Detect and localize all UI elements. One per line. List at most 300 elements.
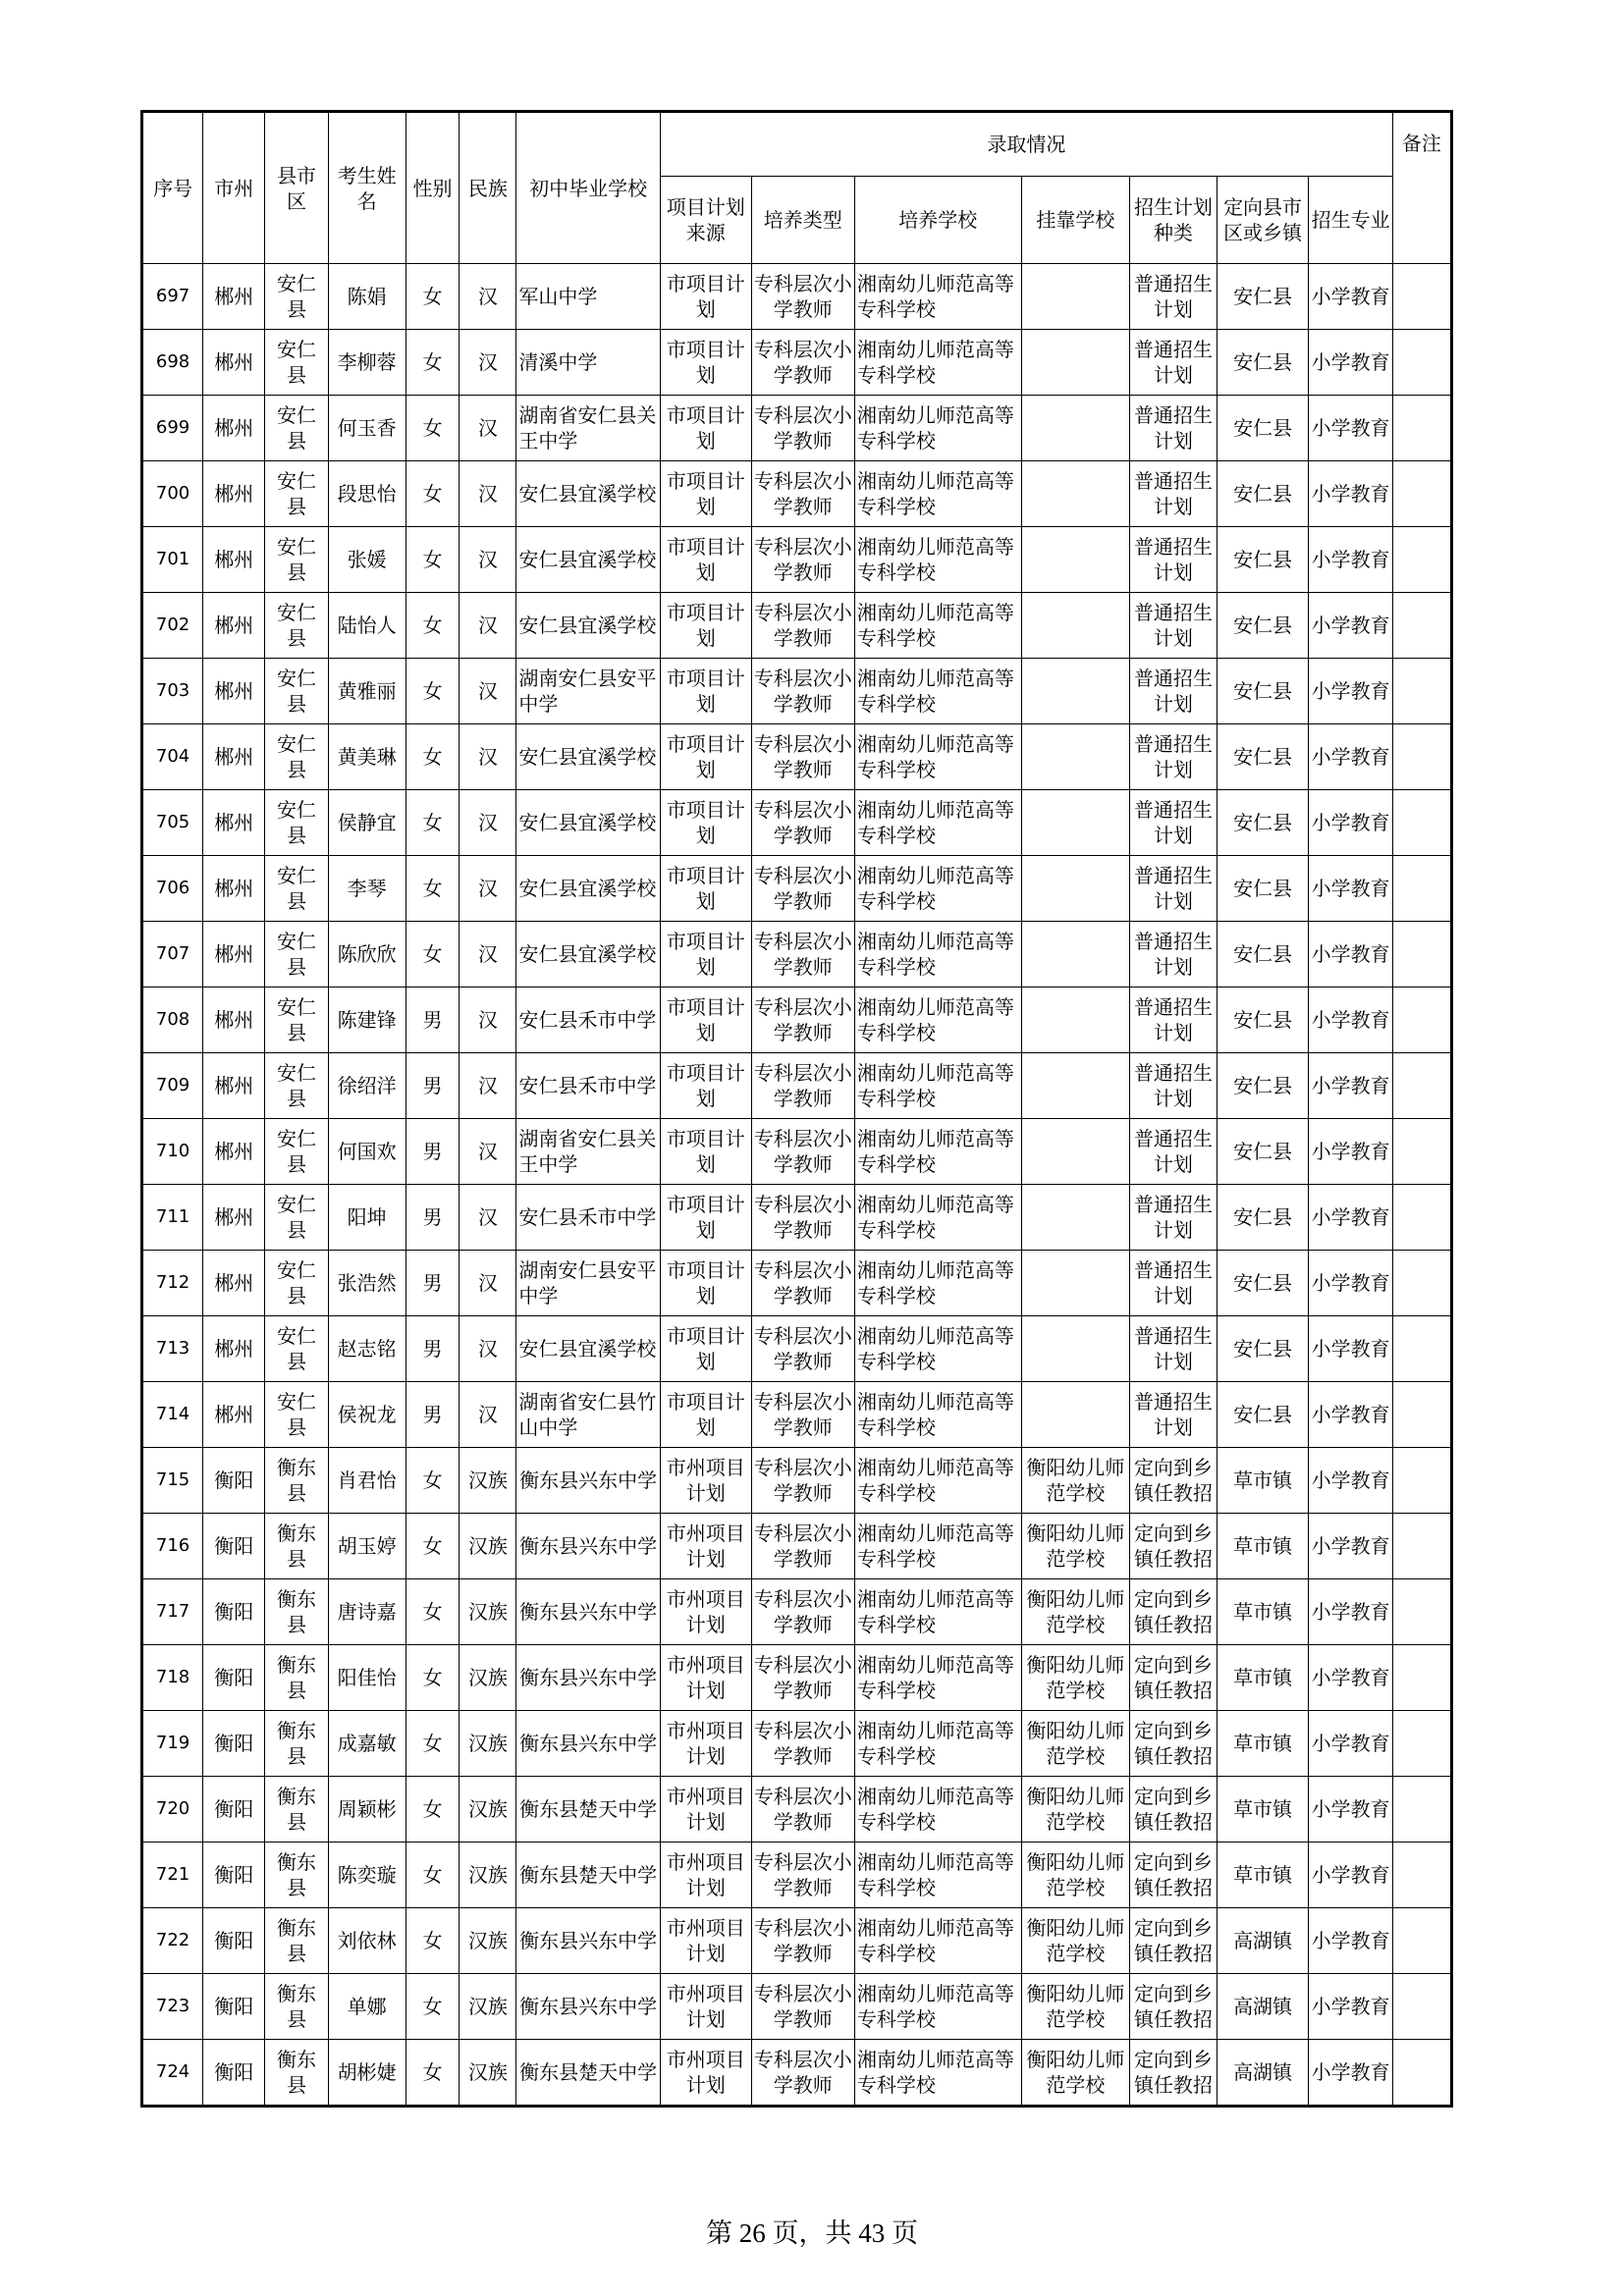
affiliated-school-cell: 衡阳幼儿师范学校 — [1021, 1514, 1130, 1579]
training-type-cell: 专科层次小学教师 — [751, 1251, 854, 1316]
ethnic-cell: 汉族 — [460, 1974, 516, 2040]
target-area-cell: 安仁县 — [1217, 264, 1309, 330]
plan-type-cell: 定向到乡镇任教招 — [1130, 1645, 1218, 1711]
project-source-cell: 市项目计划 — [660, 264, 751, 330]
affiliated-school-cell: 衡阳幼儿师范学校 — [1021, 1645, 1130, 1711]
affiliated-school-cell — [1021, 1119, 1130, 1185]
training-school-cell: 湘南幼儿师范高等专科学校 — [854, 330, 1021, 396]
county-cell: 安仁县 — [265, 922, 328, 988]
training-type-cell: 专科层次小学教师 — [751, 1974, 854, 2040]
training-school-cell: 湘南幼儿师范高等专科学校 — [854, 1119, 1021, 1185]
name-cell: 何国欢 — [328, 1119, 406, 1185]
training-type-cell: 专科层次小学教师 — [751, 2040, 854, 2107]
seq-cell: 705 — [142, 790, 203, 856]
name-cell: 周颖彬 — [328, 1777, 406, 1842]
middle-school-cell: 安仁县禾市中学 — [516, 988, 660, 1053]
ethnic-cell: 汉族 — [460, 1514, 516, 1579]
seq-cell: 717 — [142, 1579, 203, 1645]
plan-type-cell: 普通招生计划 — [1130, 330, 1218, 396]
ethnic-cell: 汉 — [460, 724, 516, 790]
affiliated-school-cell — [1021, 1185, 1130, 1251]
gender-cell: 女 — [406, 264, 460, 330]
remark-cell — [1392, 988, 1451, 1053]
city-cell: 郴州 — [203, 790, 265, 856]
gender-cell: 女 — [406, 2040, 460, 2107]
affiliated-school-cell: 衡阳幼儿师范学校 — [1021, 1579, 1130, 1645]
middle-school-cell: 衡东县兴东中学 — [516, 1711, 660, 1777]
remark-cell — [1392, 1514, 1451, 1579]
city-cell: 郴州 — [203, 1053, 265, 1119]
seq-cell: 720 — [142, 1777, 203, 1842]
remark-cell — [1392, 1974, 1451, 2040]
county-cell: 安仁县 — [265, 1053, 328, 1119]
city-cell: 衡阳 — [203, 1514, 265, 1579]
training-type-cell: 专科层次小学教师 — [751, 593, 854, 659]
major-cell: 小学教育 — [1309, 1908, 1392, 1974]
name-cell: 肖君怡 — [328, 1448, 406, 1514]
training-school-cell: 湘南幼儿师范高等专科学校 — [854, 1316, 1021, 1382]
gender-cell: 男 — [406, 1053, 460, 1119]
name-cell: 成嘉敏 — [328, 1711, 406, 1777]
remark-cell — [1392, 659, 1451, 724]
ethnic-cell: 汉族 — [460, 1842, 516, 1908]
training-type-cell: 专科层次小学教师 — [751, 790, 854, 856]
county-cell: 安仁县 — [265, 330, 328, 396]
county-cell: 安仁县 — [265, 593, 328, 659]
remark-cell — [1392, 1645, 1451, 1711]
target-area-cell: 草市镇 — [1217, 1842, 1309, 1908]
table-row — [142, 1382, 1452, 1448]
training-type-cell: 专科层次小学教师 — [751, 659, 854, 724]
affiliated-school-cell — [1021, 1053, 1130, 1119]
gender-cell: 女 — [406, 1711, 460, 1777]
remark-cell — [1392, 1119, 1451, 1185]
project-source-cell: 市州项目计划 — [660, 1448, 751, 1514]
training-school-cell: 湘南幼儿师范高等专科学校 — [854, 461, 1021, 527]
header-major: 招生专业 — [1309, 177, 1392, 264]
plan-type-cell: 定向到乡镇任教招 — [1130, 1908, 1218, 1974]
major-cell: 小学教育 — [1309, 790, 1392, 856]
city-cell: 郴州 — [203, 1119, 265, 1185]
gender-cell: 女 — [406, 1579, 460, 1645]
ethnic-cell: 汉 — [460, 593, 516, 659]
ethnic-cell: 汉族 — [460, 1645, 516, 1711]
project-source-cell: 市项目计划 — [660, 988, 751, 1053]
plan-type-cell: 定向到乡镇任教招 — [1130, 1579, 1218, 1645]
target-area-cell: 安仁县 — [1217, 1053, 1309, 1119]
training-school-cell: 湘南幼儿师范高等专科学校 — [854, 1579, 1021, 1645]
affiliated-school-cell: 衡阳幼儿师范学校 — [1021, 1448, 1130, 1514]
remark-cell — [1392, 527, 1451, 593]
name-cell: 黄美琳 — [328, 724, 406, 790]
plan-type-cell: 定向到乡镇任教招 — [1130, 1514, 1218, 1579]
major-cell: 小学教育 — [1309, 1382, 1392, 1448]
major-cell: 小学教育 — [1309, 330, 1392, 396]
remark-cell — [1392, 856, 1451, 922]
training-type-cell: 专科层次小学教师 — [751, 264, 854, 330]
county-cell: 安仁县 — [265, 527, 328, 593]
city-cell: 郴州 — [203, 264, 265, 330]
gender-cell: 女 — [406, 1645, 460, 1711]
project-source-cell: 市项目计划 — [660, 1316, 751, 1382]
training-school-cell: 湘南幼儿师范高等专科学校 — [854, 724, 1021, 790]
project-source-cell: 市项目计划 — [660, 461, 751, 527]
target-area-cell: 安仁县 — [1217, 527, 1309, 593]
plan-type-cell: 定向到乡镇任教招 — [1130, 1842, 1218, 1908]
ethnic-cell: 汉 — [460, 1316, 516, 1382]
table-row — [142, 1645, 1452, 1711]
remark-cell — [1392, 1448, 1451, 1514]
training-school-cell: 湘南幼儿师范高等专科学校 — [854, 1053, 1021, 1119]
target-area-cell: 安仁县 — [1217, 1316, 1309, 1382]
project-source-cell: 市项目计划 — [660, 790, 751, 856]
county-cell: 安仁县 — [265, 988, 328, 1053]
major-cell: 小学教育 — [1309, 396, 1392, 461]
header-target-area: 定向县市区或乡镇 — [1217, 177, 1309, 264]
city-cell: 郴州 — [203, 527, 265, 593]
project-source-cell: 市州项目计划 — [660, 1711, 751, 1777]
training-type-cell: 专科层次小学教师 — [751, 1645, 854, 1711]
seq-cell: 721 — [142, 1842, 203, 1908]
gender-cell: 女 — [406, 1777, 460, 1842]
county-cell: 衡东县 — [265, 1974, 328, 2040]
county-cell: 衡东县 — [265, 1579, 328, 1645]
table-row — [142, 527, 1452, 593]
middle-school-cell: 清溪中学 — [516, 330, 660, 396]
seq-cell: 699 — [142, 396, 203, 461]
city-cell: 衡阳 — [203, 2040, 265, 2107]
remark-cell — [1392, 1053, 1451, 1119]
ethnic-cell: 汉 — [460, 1185, 516, 1251]
middle-school-cell: 安仁县宜溪学校 — [516, 790, 660, 856]
project-source-cell: 市项目计划 — [660, 330, 751, 396]
gender-cell: 女 — [406, 527, 460, 593]
gender-cell: 女 — [406, 330, 460, 396]
target-area-cell: 安仁县 — [1217, 593, 1309, 659]
ethnic-cell: 汉 — [460, 330, 516, 396]
middle-school-cell: 衡东县楚天中学 — [516, 1777, 660, 1842]
training-type-cell: 专科层次小学教师 — [751, 1842, 854, 1908]
ethnic-cell: 汉 — [460, 659, 516, 724]
training-type-cell: 专科层次小学教师 — [751, 330, 854, 396]
county-cell: 安仁县 — [265, 659, 328, 724]
training-school-cell: 湘南幼儿师范高等专科学校 — [854, 396, 1021, 461]
major-cell: 小学教育 — [1309, 724, 1392, 790]
gender-cell: 男 — [406, 1119, 460, 1185]
training-type-cell: 专科层次小学教师 — [751, 724, 854, 790]
county-cell: 安仁县 — [265, 1251, 328, 1316]
middle-school-cell: 衡东县兴东中学 — [516, 1514, 660, 1579]
table-row — [142, 1777, 1452, 1842]
major-cell: 小学教育 — [1309, 988, 1392, 1053]
major-cell: 小学教育 — [1309, 659, 1392, 724]
affiliated-school-cell: 衡阳幼儿师范学校 — [1021, 1842, 1130, 1908]
name-cell: 陈欣欣 — [328, 922, 406, 988]
ethnic-cell: 汉族 — [460, 1711, 516, 1777]
project-source-cell: 市项目计划 — [660, 1053, 751, 1119]
table-row — [142, 1053, 1452, 1119]
header-middle-school: 初中毕业学校 — [516, 112, 660, 264]
header-city: 市州 — [203, 112, 265, 264]
table-row — [142, 922, 1452, 988]
table-row — [142, 790, 1452, 856]
county-cell: 衡东县 — [265, 2040, 328, 2107]
affiliated-school-cell: 衡阳幼儿师范学校 — [1021, 1777, 1130, 1842]
affiliated-school-cell: 衡阳幼儿师范学校 — [1021, 1711, 1130, 1777]
remark-cell — [1392, 922, 1451, 988]
major-cell: 小学教育 — [1309, 593, 1392, 659]
seq-cell: 723 — [142, 1974, 203, 2040]
project-source-cell: 市州项目计划 — [660, 1908, 751, 1974]
middle-school-cell: 安仁县宜溪学校 — [516, 856, 660, 922]
plan-type-cell: 普通招生计划 — [1130, 1251, 1218, 1316]
affiliated-school-cell — [1021, 264, 1130, 330]
target-area-cell: 安仁县 — [1217, 396, 1309, 461]
affiliated-school-cell — [1021, 1251, 1130, 1316]
header-county: 县市区 — [265, 112, 328, 264]
training-type-cell: 专科层次小学教师 — [751, 396, 854, 461]
table-row — [142, 461, 1452, 527]
city-cell: 郴州 — [203, 1382, 265, 1448]
header-project-source: 项目计划来源 — [660, 177, 751, 264]
training-type-cell: 专科层次小学教师 — [751, 1119, 854, 1185]
name-cell: 赵志铭 — [328, 1316, 406, 1382]
middle-school-cell: 安仁县宜溪学校 — [516, 461, 660, 527]
name-cell: 侯静宜 — [328, 790, 406, 856]
middle-school-cell: 安仁县宜溪学校 — [516, 724, 660, 790]
name-cell: 唐诗嘉 — [328, 1579, 406, 1645]
header-admission-group: 录取情况 — [660, 112, 1392, 177]
training-school-cell: 湘南幼儿师范高等专科学校 — [854, 922, 1021, 988]
gender-cell: 女 — [406, 659, 460, 724]
city-cell: 衡阳 — [203, 1777, 265, 1842]
table-row — [142, 1842, 1452, 1908]
city-cell: 郴州 — [203, 724, 265, 790]
city-cell: 郴州 — [203, 330, 265, 396]
seq-cell: 710 — [142, 1119, 203, 1185]
remark-cell — [1392, 461, 1451, 527]
header-remark: 备注 — [1392, 112, 1451, 264]
gender-cell: 女 — [406, 593, 460, 659]
target-area-cell: 安仁县 — [1217, 1119, 1309, 1185]
plan-type-cell: 定向到乡镇任教招 — [1130, 1777, 1218, 1842]
training-school-cell: 湘南幼儿师范高等专科学校 — [854, 1908, 1021, 1974]
major-cell: 小学教育 — [1309, 1053, 1392, 1119]
project-source-cell: 市项目计划 — [660, 1382, 751, 1448]
project-source-cell: 市项目计划 — [660, 1251, 751, 1316]
training-type-cell: 专科层次小学教师 — [751, 1053, 854, 1119]
county-cell: 安仁县 — [265, 856, 328, 922]
remark-cell — [1392, 1842, 1451, 1908]
affiliated-school-cell: 衡阳幼儿师范学校 — [1021, 2040, 1130, 2107]
table-row — [142, 593, 1452, 659]
page-footer: 第 26 页，共 43 页 — [706, 2218, 918, 2248]
city-cell: 衡阳 — [203, 1645, 265, 1711]
training-school-cell: 湘南幼儿师范高等专科学校 — [854, 2040, 1021, 2107]
admission-table — [140, 110, 1453, 2108]
middle-school-cell: 湖南省安仁县关王中学 — [516, 1119, 660, 1185]
table-row — [142, 264, 1452, 330]
project-source-cell: 市项目计划 — [660, 856, 751, 922]
target-area-cell: 安仁县 — [1217, 659, 1309, 724]
name-cell: 陈建锋 — [328, 988, 406, 1053]
gender-cell: 女 — [406, 724, 460, 790]
city-cell: 衡阳 — [203, 1974, 265, 2040]
plan-type-cell: 普通招生计划 — [1130, 593, 1218, 659]
city-cell: 衡阳 — [203, 1908, 265, 1974]
name-cell: 黄雅丽 — [328, 659, 406, 724]
gender-cell: 女 — [406, 922, 460, 988]
middle-school-cell: 衡东县兴东中学 — [516, 1448, 660, 1514]
training-school-cell: 湘南幼儿师范高等专科学校 — [854, 1185, 1021, 1251]
seq-cell: 722 — [142, 1908, 203, 1974]
seq-cell: 724 — [142, 2040, 203, 2107]
project-source-cell: 市项目计划 — [660, 1119, 751, 1185]
gender-cell: 男 — [406, 1185, 460, 1251]
name-cell: 阳佳怡 — [328, 1645, 406, 1711]
plan-type-cell: 普通招生计划 — [1130, 527, 1218, 593]
name-cell: 徐绍洋 — [328, 1053, 406, 1119]
training-school-cell: 湘南幼儿师范高等专科学校 — [854, 527, 1021, 593]
affiliated-school-cell — [1021, 659, 1130, 724]
training-type-cell: 专科层次小学教师 — [751, 1579, 854, 1645]
project-source-cell: 市州项目计划 — [660, 1777, 751, 1842]
remark-cell — [1392, 1316, 1451, 1382]
plan-type-cell: 普通招生计划 — [1130, 461, 1218, 527]
project-source-cell: 市州项目计划 — [660, 1974, 751, 2040]
seq-cell: 709 — [142, 1053, 203, 1119]
project-source-cell: 市项目计划 — [660, 396, 751, 461]
plan-type-cell: 普通招生计划 — [1130, 1053, 1218, 1119]
training-type-cell: 专科层次小学教师 — [751, 1448, 854, 1514]
city-cell: 郴州 — [203, 1316, 265, 1382]
name-cell: 李琴 — [328, 856, 406, 922]
training-school-cell: 湘南幼儿师范高等专科学校 — [854, 856, 1021, 922]
city-cell: 郴州 — [203, 593, 265, 659]
county-cell: 衡东县 — [265, 1514, 328, 1579]
major-cell: 小学教育 — [1309, 1251, 1392, 1316]
gender-cell: 女 — [406, 1842, 460, 1908]
remark-cell — [1392, 2040, 1451, 2107]
middle-school-cell: 衡东县兴东中学 — [516, 1579, 660, 1645]
name-cell: 阳坤 — [328, 1185, 406, 1251]
name-cell: 何玉香 — [328, 396, 406, 461]
plan-type-cell: 普通招生计划 — [1130, 1119, 1218, 1185]
middle-school-cell: 安仁县宜溪学校 — [516, 1316, 660, 1382]
target-area-cell: 草市镇 — [1217, 1645, 1309, 1711]
seq-cell: 713 — [142, 1316, 203, 1382]
ethnic-cell: 汉 — [460, 527, 516, 593]
training-school-cell: 湘南幼儿师范高等专科学校 — [854, 1382, 1021, 1448]
header-seq: 序号 — [142, 112, 203, 264]
training-school-cell: 湘南幼儿师范高等专科学校 — [854, 1842, 1021, 1908]
training-type-cell: 专科层次小学教师 — [751, 1908, 854, 1974]
middle-school-cell: 衡东县楚天中学 — [516, 1842, 660, 1908]
affiliated-school-cell — [1021, 1316, 1130, 1382]
target-area-cell: 安仁县 — [1217, 988, 1309, 1053]
affiliated-school-cell — [1021, 856, 1130, 922]
gender-cell: 女 — [406, 856, 460, 922]
major-cell: 小学教育 — [1309, 1974, 1392, 2040]
target-area-cell: 安仁县 — [1217, 922, 1309, 988]
training-type-cell: 专科层次小学教师 — [751, 1777, 854, 1842]
project-source-cell: 市州项目计划 — [660, 1645, 751, 1711]
name-cell: 胡彬婕 — [328, 2040, 406, 2107]
gender-cell: 男 — [406, 1251, 460, 1316]
remark-cell — [1392, 1777, 1451, 1842]
project-source-cell: 市项目计划 — [660, 593, 751, 659]
major-cell: 小学教育 — [1309, 1842, 1392, 1908]
county-cell: 衡东县 — [265, 1842, 328, 1908]
training-type-cell: 专科层次小学教师 — [751, 461, 854, 527]
project-source-cell: 市项目计划 — [660, 1185, 751, 1251]
name-cell: 陈娟 — [328, 264, 406, 330]
ethnic-cell: 汉族 — [460, 1448, 516, 1514]
county-cell: 衡东县 — [265, 1908, 328, 1974]
table-row — [142, 1579, 1452, 1645]
project-source-cell: 市州项目计划 — [660, 1842, 751, 1908]
major-cell: 小学教育 — [1309, 1711, 1392, 1777]
gender-cell: 女 — [406, 790, 460, 856]
major-cell: 小学教育 — [1309, 2040, 1392, 2107]
middle-school-cell: 衡东县兴东中学 — [516, 1974, 660, 2040]
city-cell: 郴州 — [203, 988, 265, 1053]
training-type-cell: 专科层次小学教师 — [751, 922, 854, 988]
affiliated-school-cell — [1021, 922, 1130, 988]
county-cell: 安仁县 — [265, 461, 328, 527]
county-cell: 安仁县 — [265, 790, 328, 856]
county-cell: 衡东县 — [265, 1711, 328, 1777]
ethnic-cell: 汉 — [460, 461, 516, 527]
target-area-cell: 草市镇 — [1217, 1711, 1309, 1777]
seq-cell: 697 — [142, 264, 203, 330]
name-cell: 段思怡 — [328, 461, 406, 527]
plan-type-cell: 普通招生计划 — [1130, 790, 1218, 856]
remark-cell — [1392, 1382, 1451, 1448]
county-cell: 安仁县 — [265, 724, 328, 790]
city-cell: 郴州 — [203, 461, 265, 527]
major-cell: 小学教育 — [1309, 922, 1392, 988]
city-cell: 郴州 — [203, 659, 265, 724]
gender-cell: 男 — [406, 988, 460, 1053]
seq-cell: 700 — [142, 461, 203, 527]
remark-cell — [1392, 1908, 1451, 1974]
city-cell: 郴州 — [203, 396, 265, 461]
major-cell: 小学教育 — [1309, 1185, 1392, 1251]
gender-cell: 男 — [406, 1382, 460, 1448]
project-source-cell: 市州项目计划 — [660, 2040, 751, 2107]
plan-type-cell: 普通招生计划 — [1130, 1316, 1218, 1382]
seq-cell: 719 — [142, 1711, 203, 1777]
remark-cell — [1392, 790, 1451, 856]
ethnic-cell: 汉 — [460, 988, 516, 1053]
major-cell: 小学教育 — [1309, 856, 1392, 922]
affiliated-school-cell — [1021, 790, 1130, 856]
seq-cell: 715 — [142, 1448, 203, 1514]
name-cell: 单娜 — [328, 1974, 406, 2040]
remark-cell — [1392, 1579, 1451, 1645]
table-row — [142, 1316, 1452, 1382]
name-cell: 侯祝龙 — [328, 1382, 406, 1448]
city-cell: 衡阳 — [203, 1711, 265, 1777]
county-cell: 安仁县 — [265, 264, 328, 330]
training-school-cell: 湘南幼儿师范高等专科学校 — [854, 1514, 1021, 1579]
middle-school-cell: 安仁县宜溪学校 — [516, 922, 660, 988]
target-area-cell: 安仁县 — [1217, 1185, 1309, 1251]
plan-type-cell: 普通招生计划 — [1130, 1382, 1218, 1448]
name-cell: 胡玉婷 — [328, 1514, 406, 1579]
remark-cell — [1392, 330, 1451, 396]
